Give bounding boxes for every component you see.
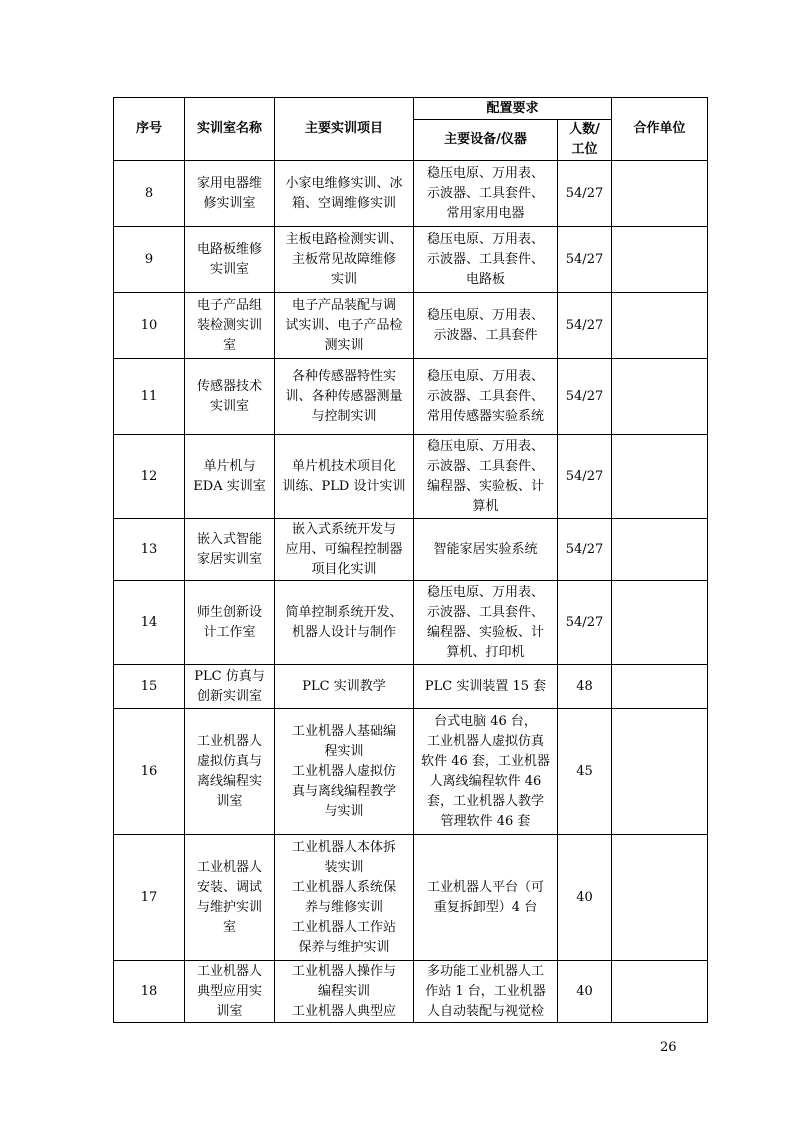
table-body <box>114 161 708 1023</box>
table-row <box>114 961 708 1023</box>
row-equipment-cell-text: 稳压电原、万用表、 示波器、工具套件 <box>426 307 544 343</box>
row-room-name-cell-text: 工业机器人 安装、调试 与维护实训 室 <box>196 859 262 935</box>
row-projects-cell <box>275 359 414 435</box>
row-seq-cell <box>114 581 185 665</box>
row-room-name-cell <box>185 227 275 293</box>
row-capacity-cell-text: 54/27 <box>565 317 604 333</box>
row-seq-cell-text: 11 <box>140 388 158 404</box>
row-projects-cell <box>275 161 414 227</box>
row-room-name-cell <box>185 435 275 519</box>
row-seq-cell-text: 16 <box>140 763 158 779</box>
row-partner-cell <box>612 293 708 359</box>
row-room-name-cell-text: 嵌入式智能 家居实训室 <box>196 531 262 567</box>
row-projects-cell <box>275 293 414 359</box>
row-projects-cell <box>275 519 414 581</box>
row-seq-cell-text: 14 <box>140 614 158 630</box>
row-projects-cell-text: 各种传感器特性实 训、各种传感器测量 与控制实训 <box>285 368 403 424</box>
row-seq-cell <box>114 519 185 581</box>
table-row <box>114 519 708 581</box>
table-row <box>114 835 708 961</box>
row-seq-cell <box>114 359 185 435</box>
row-seq-cell-text: 18 <box>140 983 158 999</box>
row-projects-cell-text: 主板电路检测实训、 主板常见故障维修 实训 <box>285 231 403 287</box>
table-row <box>114 581 708 665</box>
row-equipment-cell-text: 稳压电原、万用表、 示波器、工具套件、 编程器、实验板、计 算机 <box>426 438 544 514</box>
row-capacity-cell-text: 54/27 <box>565 614 604 630</box>
row-seq-cell-text: 12 <box>140 468 158 484</box>
header-seq: 序号 <box>114 98 185 161</box>
row-equipment-cell-text: 智能家居实验系统 <box>433 541 538 557</box>
row-room-name-cell <box>185 665 275 709</box>
row-equipment-cell <box>414 359 558 435</box>
row-equipment-cell <box>414 665 558 709</box>
row-capacity-cell-text: 54/27 <box>565 251 604 267</box>
row-equipment-cell <box>414 293 558 359</box>
row-equipment-cell-text: 稳压电原、万用表、 示波器、工具套件、 常用家用电器 <box>426 165 544 221</box>
row-projects-cell <box>275 835 414 961</box>
row-equipment-cell <box>414 835 558 961</box>
row-room-name-cell-text: 工业机器人 典型应用实 训室 <box>196 963 262 1019</box>
row-capacity-cell-text: 54/27 <box>565 185 604 201</box>
row-seq-cell-text: 8 <box>144 185 154 201</box>
row-capacity-cell <box>558 519 612 581</box>
row-seq-cell <box>114 835 185 961</box>
row-seq-cell-text: 10 <box>140 317 158 333</box>
row-seq-cell <box>114 961 185 1023</box>
row-room-name-cell-text: 工业机器人 虚拟仿真与 离线编程实 训室 <box>196 733 262 809</box>
row-projects-cell-text: 电子产品装配与调 试实训、电子产品检 测实训 <box>285 297 403 353</box>
row-seq-cell-text: 9 <box>144 251 154 267</box>
row-equipment-cell-text: 多功能工业机器人工 作站 1 台，工业机器 人自动装配与视觉检 <box>425 963 546 1019</box>
row-room-name-cell-text: 电路板维修 实训室 <box>196 241 262 277</box>
row-partner-cell <box>612 359 708 435</box>
row-room-name-cell-text: 单片机与 EDA 实训室 <box>193 458 266 494</box>
row-room-name-cell-text: 电子产品组 装检测实训 室 <box>196 297 262 353</box>
row-seq-cell-text: 13 <box>140 541 158 557</box>
row-projects-cell-text: 小家电维修实训、冰 箱、空调维修实训 <box>285 175 403 211</box>
row-equipment-cell <box>414 961 558 1023</box>
row-equipment-cell <box>414 519 558 581</box>
table-row <box>114 709 708 835</box>
header-capacity-text: 人数/ 工位 <box>569 122 600 157</box>
row-room-name-cell <box>185 835 275 961</box>
row-projects-cell <box>275 581 414 665</box>
row-partner-cell <box>612 435 708 519</box>
row-projects-cell <box>275 665 414 709</box>
row-room-name-cell <box>185 961 275 1023</box>
row-projects-cell-text: 工业机器人操作与 编程实训 工业机器人典型应 <box>291 963 396 1019</box>
row-projects-cell-text: 工业机器人本体拆 装实训 工业机器人系统保 养与维修实训 工业机器人工作站 保养与维护实训 <box>291 839 396 955</box>
row-partner-cell <box>612 519 708 581</box>
row-capacity-cell-text: 40 <box>576 983 593 999</box>
row-capacity-cell <box>558 835 612 961</box>
row-projects-cell <box>275 961 414 1023</box>
header-equipment: 主要设备/仪器 <box>414 120 558 161</box>
training-room-table <box>113 97 708 1023</box>
row-equipment-cell-text: 稳压电原、万用表、 示波器、工具套件、 编程器、实验板、计 算机、打印机 <box>426 584 544 660</box>
row-equipment-cell <box>414 581 558 665</box>
row-capacity-cell <box>558 227 612 293</box>
row-capacity-cell-text: 54/27 <box>565 388 604 404</box>
row-partner-cell <box>612 161 708 227</box>
table-row <box>114 161 708 227</box>
row-capacity-cell-text: 54/27 <box>565 468 604 484</box>
row-partner-cell <box>612 709 708 835</box>
row-partner-cell <box>612 835 708 961</box>
row-partner-cell <box>612 665 708 709</box>
row-projects-cell <box>275 227 414 293</box>
header-partner: 合作单位 <box>612 98 708 161</box>
row-room-name-cell <box>185 161 275 227</box>
row-equipment-cell-text: 台式电脑 46 台， 工业机器人虚拟仿真 软件 46 套，工业机器 人离线编程软件 46 套，工业机器人教学 管理软件 46 套 <box>421 713 550 829</box>
row-capacity-cell <box>558 293 612 359</box>
row-projects-cell <box>275 709 414 835</box>
row-seq-cell <box>114 293 185 359</box>
row-room-name-cell <box>185 293 275 359</box>
row-partner-cell <box>612 961 708 1023</box>
row-seq-cell <box>114 161 185 227</box>
row-room-name-cell-text: PLC 仿真与 创新实训室 <box>194 668 265 704</box>
row-equipment-cell <box>414 227 558 293</box>
row-room-name-cell-text: 师生创新设 计工作室 <box>196 604 262 640</box>
row-seq-cell-text: 17 <box>140 889 158 905</box>
row-equipment-cell <box>414 435 558 519</box>
table-row <box>114 359 708 435</box>
row-seq-cell <box>114 227 185 293</box>
row-capacity-cell-text: 45 <box>576 763 593 779</box>
row-capacity-cell <box>558 581 612 665</box>
row-projects-cell-text: 简单控制系统开发、 机器人设计与制作 <box>285 604 403 640</box>
row-projects-cell-text: PLC 实训教学 <box>302 678 386 694</box>
row-capacity-cell <box>558 359 612 435</box>
row-seq-cell-text: 15 <box>140 678 158 694</box>
header-projects: 主要实训项目 <box>275 98 414 161</box>
row-projects-cell <box>275 435 414 519</box>
row-capacity-cell <box>558 435 612 519</box>
row-projects-cell-text: 工业机器人基础编 程实训 工业机器人虚拟仿 真与离线编程教学 与实训 <box>291 723 396 819</box>
row-equipment-cell-text: PLC 实训装置 15 套 <box>424 678 547 694</box>
row-partner-cell <box>612 581 708 665</box>
header-capacity <box>558 120 612 161</box>
row-equipment-cell-text: 工业机器人平台（可 重复拆卸型）4 台 <box>426 879 544 915</box>
row-seq-cell <box>114 709 185 835</box>
row-room-name-cell-text: 家用电器维 修实训室 <box>196 175 262 211</box>
table-row <box>114 665 708 709</box>
row-room-name-cell-text: 传感器技术 实训室 <box>196 378 262 414</box>
row-capacity-cell-text: 40 <box>576 889 593 905</box>
row-seq-cell <box>114 435 185 519</box>
row-equipment-cell-text: 稳压电原、万用表、 示波器、工具套件、 电路板 <box>426 231 544 287</box>
table-row <box>114 293 708 359</box>
row-seq-cell <box>114 665 185 709</box>
row-partner-cell <box>612 227 708 293</box>
row-room-name-cell <box>185 709 275 835</box>
header-config: 配置要求 <box>414 98 612 120</box>
page-number: 26 <box>660 1040 677 1055</box>
table-row <box>114 227 708 293</box>
row-equipment-cell <box>414 709 558 835</box>
row-room-name-cell <box>185 359 275 435</box>
row-equipment-cell-text: 稳压电原、万用表、 示波器、工具套件、 常用传感器实验系统 <box>426 368 544 424</box>
row-capacity-cell <box>558 665 612 709</box>
row-capacity-cell <box>558 961 612 1023</box>
row-room-name-cell <box>185 581 275 665</box>
header-room-name: 实训室名称 <box>185 98 275 161</box>
row-room-name-cell <box>185 519 275 581</box>
row-capacity-cell-text: 54/27 <box>565 541 604 557</box>
row-equipment-cell <box>414 161 558 227</box>
table-row <box>114 435 708 519</box>
row-capacity-cell-text: 48 <box>576 678 593 694</box>
row-capacity-cell <box>558 709 612 835</box>
row-projects-cell-text: 嵌入式系统开发与 应用、可编程控制器 项目化实训 <box>285 521 403 577</box>
row-projects-cell-text: 单片机技术项目化 训练、PLD 设计实训 <box>282 458 406 494</box>
row-capacity-cell <box>558 161 612 227</box>
